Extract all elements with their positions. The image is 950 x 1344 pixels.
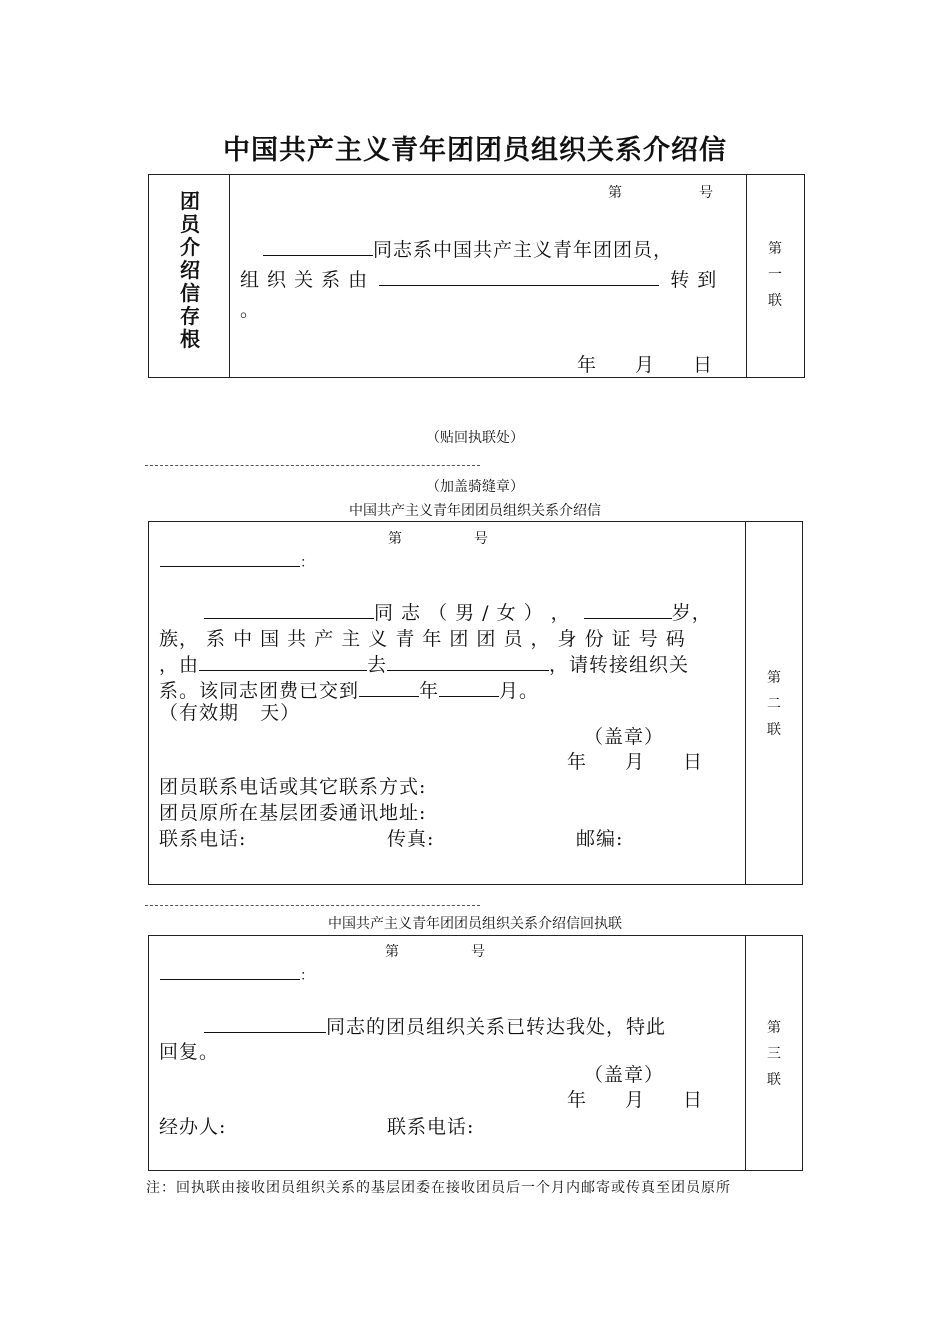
stub-line2: 组 织 关 系 由 转 到 [240, 269, 718, 291]
cut-line-1 [145, 465, 480, 466]
letter-copy-label: 第 二 联 [767, 670, 781, 738]
letter-fax: 传真: [387, 828, 435, 850]
letter-date: 年 月 日 [567, 751, 703, 773]
stub-date: 年 月 日 [577, 354, 713, 376]
letter-age-blank[interactable] [584, 617, 672, 619]
seal-note: （加盖骑缝章） [426, 479, 524, 495]
letter-subtitle: 中国共产主义青年团团员组织关系介绍信 [349, 503, 601, 519]
letter-contact1: 团员联系电话或其它联系方式: [159, 776, 427, 798]
receipt-seal: （盖章） [584, 1064, 665, 1086]
letter-name-blank[interactable] [204, 617, 374, 619]
receipt-subtitle: 中国共产主义青年团团员组织关系介绍信回执联 [328, 916, 622, 932]
letter-line5: （有效期 天） [159, 702, 301, 724]
receipt-date: 年 月 日 [567, 1089, 703, 1111]
letter-contact2: 团员原所在基层团委通讯地址: [159, 802, 427, 824]
page-title: 中国共产主义青年团团员组织关系介绍信 [223, 135, 727, 166]
receipt-line1: 同志的团员组织关系已转达我处，特此 [204, 1012, 666, 1039]
stub-copy-label: 第 一 联 [768, 241, 782, 309]
stub-vertical-label: 团 员 介 绍 信 存 根 [180, 189, 200, 351]
receipt-line2: 回复。 [159, 1041, 220, 1063]
letter-line4: 系。该同志团费已交到 年 月。 [159, 680, 540, 702]
letter-fee-year-blank[interactable] [359, 695, 419, 697]
letter-addressee: ： [160, 552, 314, 572]
letter-seal: （盖章） [584, 726, 665, 748]
receipt-name-blank[interactable] [204, 1031, 326, 1033]
receipt-addressee: ： [160, 965, 314, 985]
receipt-number: 第 号 [385, 944, 485, 960]
return-paste-note: （贴回执联处） [426, 430, 524, 446]
letter-postcode: 邮编: [576, 828, 624, 850]
stub-divider-left [229, 174, 230, 378]
letter-addressee-blank[interactable] [160, 565, 300, 567]
letter-to-blank[interactable] [387, 669, 549, 671]
stub-line1: 同志系中国共产主义青年团团员， [263, 235, 673, 262]
stub-from-blank[interactable] [379, 284, 659, 286]
cut-line-2 [145, 905, 480, 906]
letter-number: 第 号 [388, 531, 488, 547]
receipt-handler: 经办人: [159, 1116, 227, 1138]
letter-line3: ，由 去 ，请转接组织关 [159, 654, 690, 676]
letter-fee-month-blank[interactable] [439, 695, 499, 697]
receipt-phone: 联系电话: [387, 1116, 475, 1138]
letter-line2: 族， 系 中 国 共 产 主 义 青 年 团 团 员 ， 身 份 证 号 码 [159, 628, 686, 650]
receipt-addressee-blank[interactable] [160, 978, 300, 980]
letter-phone: 联系电话: [159, 828, 247, 850]
letter-line1: 同 志 （ 男 / 女 ） ， 岁， [204, 598, 712, 625]
stub-number: 第 号 [608, 185, 713, 201]
receipt-copy-label: 第 三 联 [767, 1020, 781, 1088]
stub-line3: 。 [240, 299, 261, 321]
stub-name-blank[interactable] [263, 254, 373, 256]
footnote: 注：回执联由接收团员组织关系的基层团委在接收团员后一个月内邮寄或传真至团员原所 [146, 1180, 731, 1196]
letter-from-blank[interactable] [199, 669, 367, 671]
